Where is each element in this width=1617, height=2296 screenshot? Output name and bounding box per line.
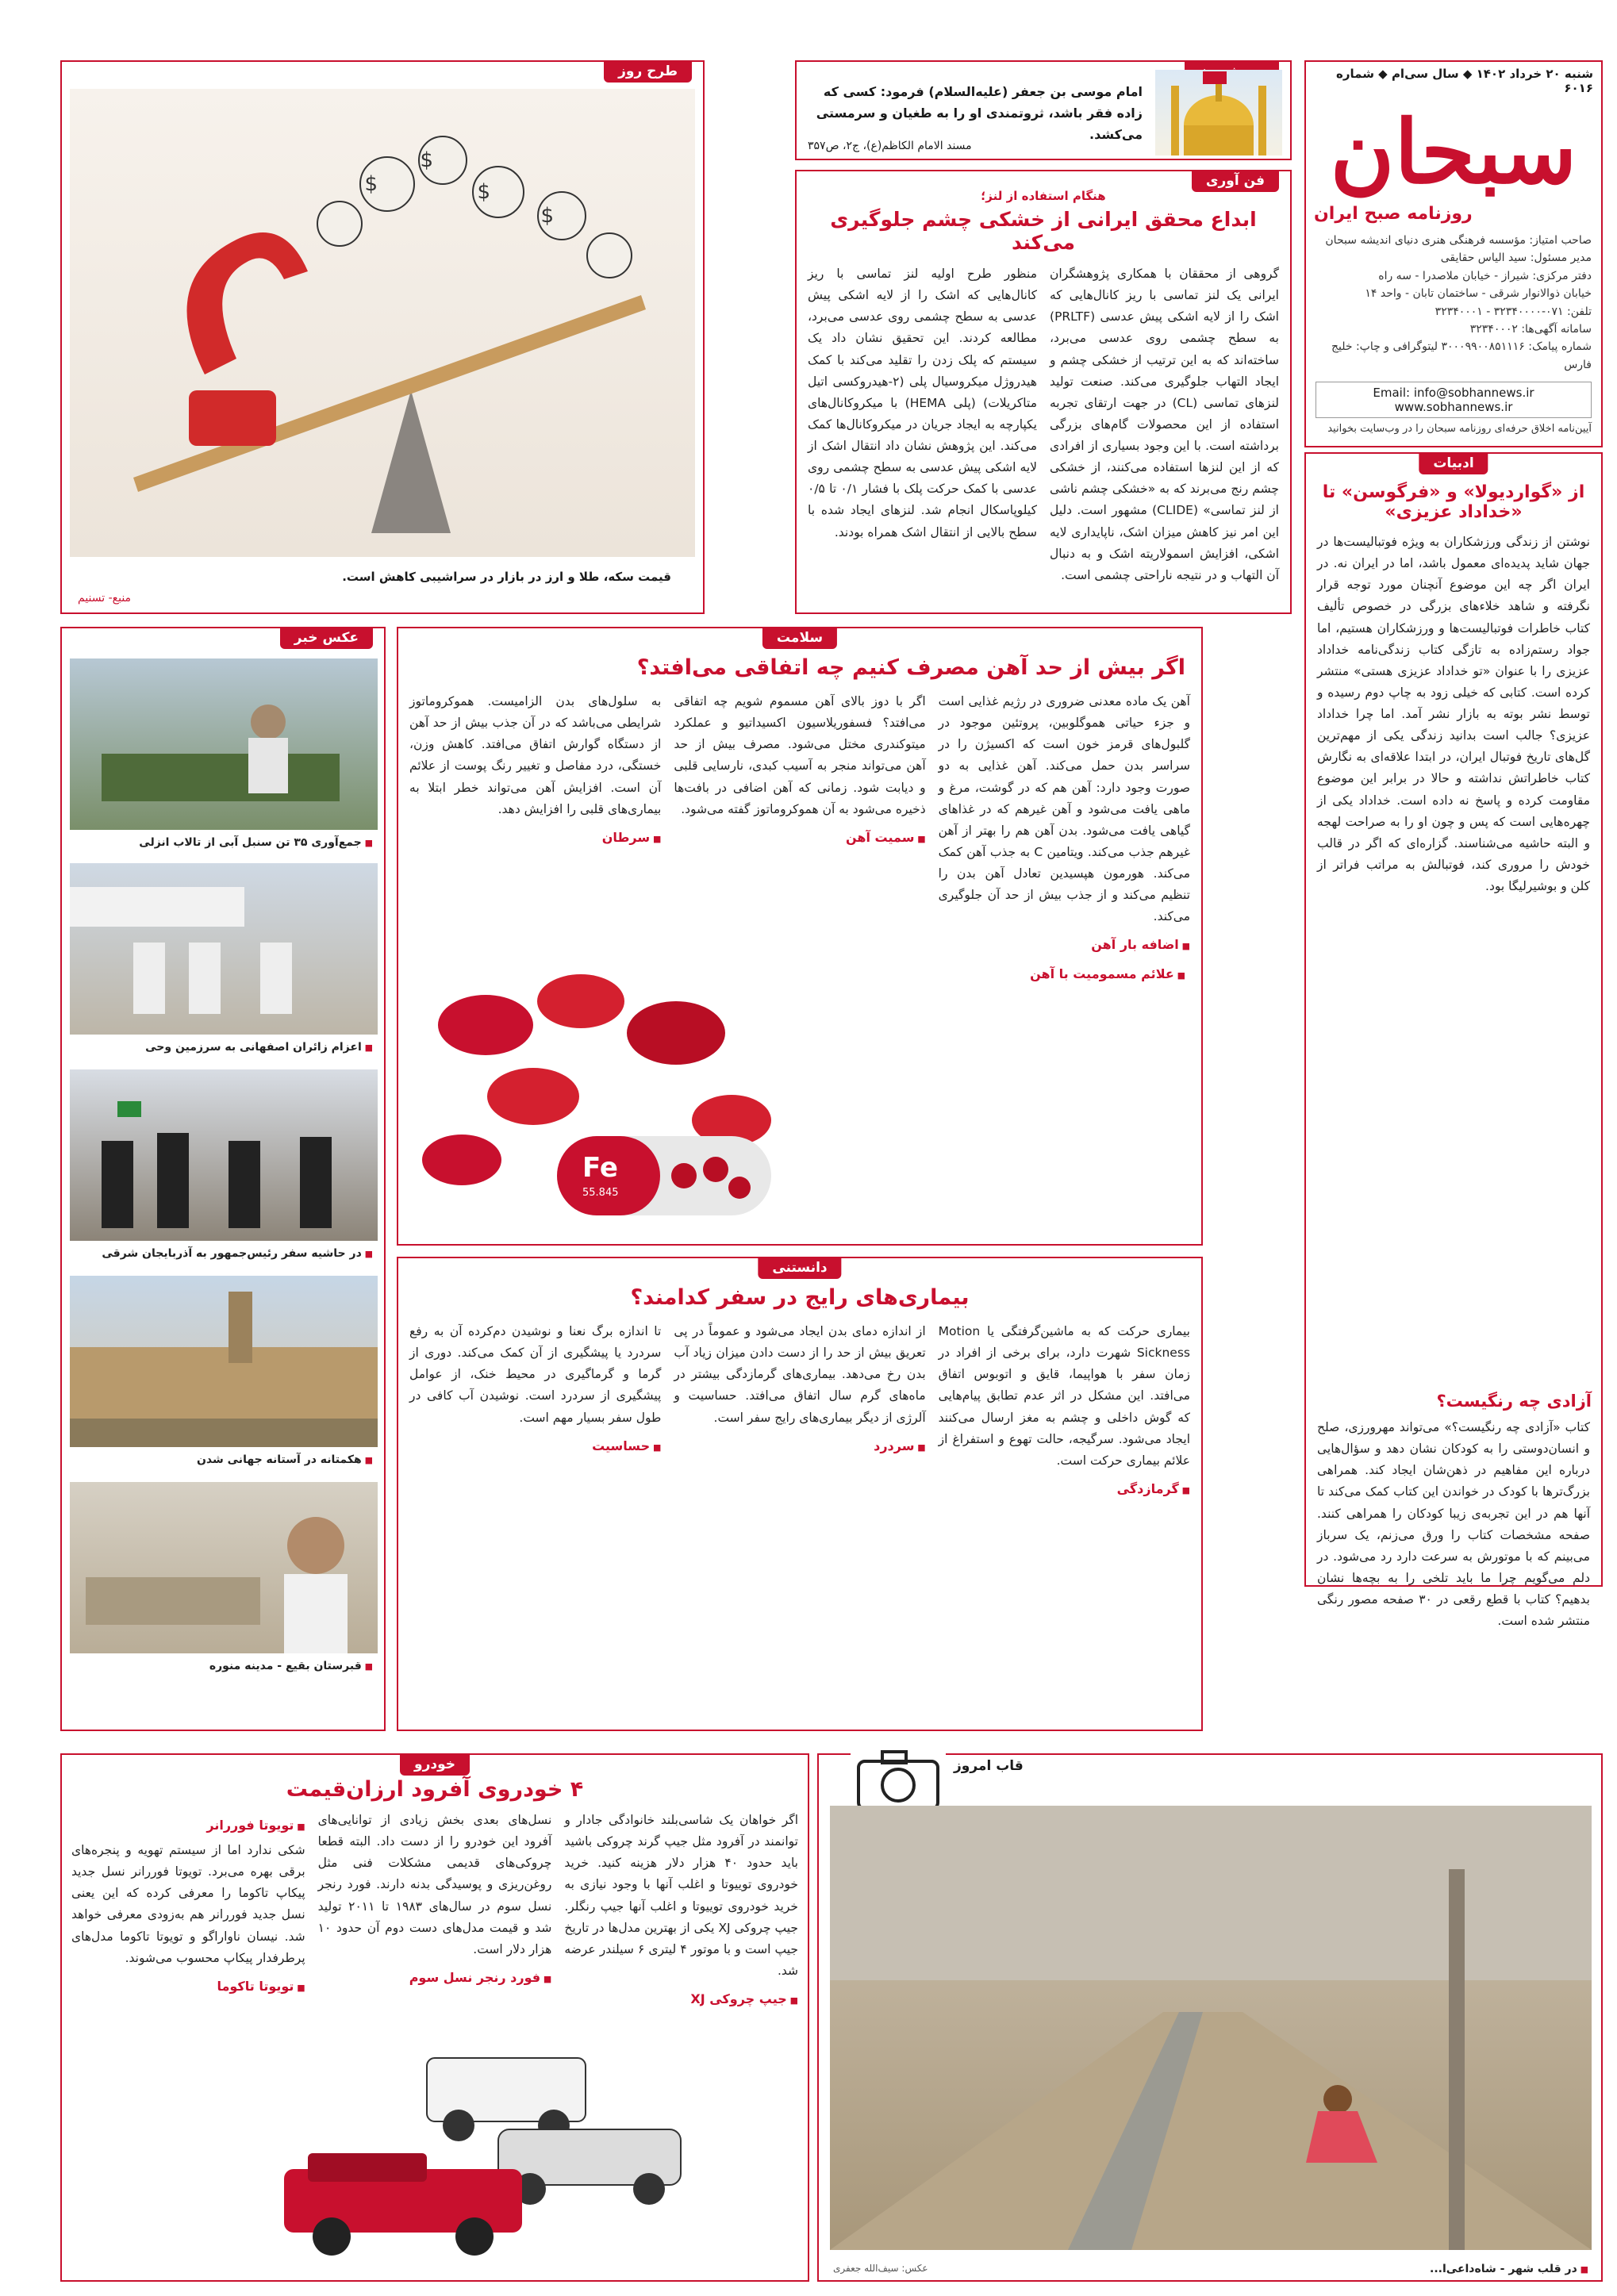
cars-title: ۴ خودروی آفرود ارزان‌قیمت [286,1777,584,1802]
photo-hegmataneh [70,1276,378,1447]
iron-article [397,627,1203,1246]
photo-caption: ■ در حاشیه سفر رئیس‌جمهور به آذربایجان شرقی [102,1247,373,1260]
travel-col-1 [939,1321,1190,1694]
iron-image [414,962,787,1231]
iron-sub: ■ اضافه بار آهن [939,934,1190,956]
info-line: مدیر مسئول: سید الیاس حقایقی [1440,251,1592,265]
hadith-box [795,60,1292,160]
tech-col-right: گروهی از محققان با همکاری پژوهشگران ایرانی یک لنز تماسی با ریز کانال‌هایی که اشک را از لایه اشکی پیش عدسی (PRLTF) به سطح چشمی روی عدسی می‌برد، ساخته‌اند که به این ترتیب از خشکی چشم و ایجاد التهاب جلوگیری می‌کند. صنعت تولید لنزهای تماسی (CL) در جهت ارتقای تجربه استفاده از این محصولات گام‌های بزرگی برداشته است. با این وجود بسیاری از افرادی که از این لنزها استفاده می‌کنند، از خشکی چشم رنج می‌برند که به «خشکی چشم ناشی از لنز تماسی» (CLIDE) مشهور است. دلیل این امر نیز کاهش میزان اشک، ناپایداری لایه اشکی، افزایش اسمولاریته اشک و به دنبال آن التهاب و در نتیجه ناراحتی چشمی است. [1050,267,1279,582]
cars-tag: خودرو [400,1753,470,1776]
photo-today [817,1753,1603,2282]
hadith-text: امام موسی بن جعفر (علیه‌السلام) فرمود: کسی که زاده فقر باشد، ثروتمندی او را به طغیان و سرمستی می‌کشد. [816,84,1143,143]
travel-col-3-text: تا اندازه برگ نعنا و نوشیدن دم‌کرده آن به رفع سردرد یا پیشگیری از آن کمک می‌کند. دوری از گرما و گرماگیری در محیط خنک، از عوامل پیشگیری از سردرد است. نوشیدن آب کافی در طول سفر بسیار مهم است. [409,1324,662,1425]
info-line: شماره پیامک: ۳۰۰۰۹۹۰۰۸۵۱۱۱۶ لیتوگرافی و چاپ: خلیج فارس [1331,340,1592,371]
cartoon-box [60,60,705,614]
cars-col-3-text: شکی ندارد اما از سیستم تهویه و پنجره‌های برقی بهره می‌برد. تویوتا فوررانر نسل جدید پیکاپ تاکوما را معرفی کرده که این یعنی نسل جدید فوررانر هم به‌زودی معرفی خواهد شد. نیسان ناواراگو و تویوتا تاکوما مدل‌های پرطرفدار پیکاپ محسوب می‌شوند. [71,1843,305,1965]
cartoon-image [70,89,695,557]
iron-col-2-text: اگر با دوز بالای آهن مسموم شویم چه اتفاقی می‌افتد؟ فسفوریلاسیون اکسیداتیو و عملکرد میتوکندری مختل می‌شود. مصرف بیش از حد آهن می‌تواند منجر به آسیب کبدی، نارسایی قلبی و دیابت شود. زمانی که آهن اضافی در بافت‌ها ذخیره می‌شود به آن هموکروماتوز گفته می‌شود. [674,694,926,816]
iron-col-2 [674,691,925,953]
cars-col-2-text: نسل‌های بعدی بخش زیادی از توانایی‌های آفرود این خودرو را از دست داد. البته قطعا چروکی‌های قدیمی مشکلات فنی مثل روغن‌ریزی و پوسیدگی بدنه دارند. فورد رنجر نسل سوم در سال‌های ۱۹۸۳ تا ۲۰۱۱ تولید شد و قیمت مدل‌های دست دوم آن حدود ۱۰ هزار دلار است. [317,1813,552,1956]
literature-subtitle: آزادی چه رنگیست؟ [1436,1392,1592,1411]
photo-caption: ■ هکمتانه در آستانه جهانی شدن [197,1453,373,1466]
logo-small: روزنامه صبح ایران [1314,204,1473,224]
issue-line: شنبه ۲۰ خرداد ۱۴۰۲ ◆ سال سی‌ام ◆ شماره ۶۰۱۶ [1336,67,1593,95]
travel-col-3 [409,1321,661,1694]
travel-col-1-text: بیماری حرکت که به ماشین‌گرفتگی یا Motion Sickness شهرت دارد، برای برخی از افراد در زمان سفر با هواپیما، قایق و اتوبوس اتفاق می‌افتد. این مشکل در اثر عدم تطابق پیام‌هایی که گوش داخلی و چشم به مغز ارسال می‌کنند ایجاد می‌شود. سرگیجه، حالت تهوع و استفراغ از علائم بیماری حرکت است. [938,1324,1190,1468]
iron-col-3 [409,691,661,953]
cars-sub: ■ فورد رنجر نسل سوم [318,1967,552,1989]
iron-sub: ■ سرطان [409,827,661,849]
travel-sub: ■ سردرد [674,1435,925,1457]
tech-kicker: هنگام استفاده از لنز؛ [981,189,1106,203]
tech-article [795,170,1292,614]
travel-sub: ■ گرمازدگی [939,1478,1190,1500]
photo-azarbaijan [70,1069,378,1241]
masthead-info [1306,228,1601,377]
iron-columns [398,691,1201,953]
iron-sub: ■ سمیت آهن [674,827,925,849]
travel-title: بیماری‌های رایج در سفر کدامند؟ [630,1285,970,1310]
cars-col-1-text: اگر خواهان یک شاسی‌بلند خانوادگی جادار و توانمند در آفرود مثل جیپ گرند چروکی باشید باید حدود ۴۰ هزار دلار هزینه کنید. خرید خودروی توییوتا و اغلب آنها با وجود نیازی به خرید خودروی توییوتا و اغلب آنها جیپ رنگلر. جیپ چروکی XJ یکی از بهترین مدل‌ها در تاریخ جیپ است و با موتور ۴ لیتری ۶ سیلندر عرضه شد. [564,1813,798,1978]
photo-caption: ■ جمع‌آوری ۳۵ تن سنبل آبی از تالاب انزلی [139,836,373,849]
photo-today-credit: عکس: سیف‌الله جعفری [833,2263,928,2274]
shrine-image [1155,70,1282,155]
photo-news-tag: عکس خبر [280,627,373,649]
cartoon-tag: طرح روز [604,60,692,83]
info-line: تلفن: ۰۷۱-۳۲۳۴۰۰۰۰ - ۳۲۳۴۰۰۰۱ [1435,305,1592,318]
info-line: خیابان ذوالانوار شرقی - ساختمان تابان - واحد ۱۴ [1365,287,1592,301]
cars-col-2 [318,1810,552,2064]
info-line: صاحب امتیاز: مؤسسه فرهنگی هنری دنیای اندیشه سبحان [1325,234,1592,247]
iron-title: اگر بیش از حد آهن مصرف کنیم چه اتفاقی می‌افتد؟ [636,655,1185,680]
photo-news [60,627,386,1731]
info-line: دفتر مرکزی: شیراز - خیابان ملاصدرا - سه راه [1378,269,1592,282]
iron-col-1-text: آهن یک ماده معدنی ضروری در رژیم غذایی است و جزء حیاتی هموگلوبین، پروتئین موجود در گلبول‌های قرمز خون است که اکسیژن را در سراسر بدن حمل می‌کند. آهن غذایی به دو صورت وجود دارد: آهن هم که در گوشت، مرغ و ماهی یافت می‌شود و آهن غیرهم که در غذاهای گیاهی یافت می‌شود. بدن آهن هم را بهتر از آهن غیرهم جذب می‌کند. ویتامین C به جذب آهن کمک می‌کند. هورمون هپسیدین تعادل آهن بدن را تنظیم می‌کند و از جذب بیش از حد آن جلوگیری می‌کند. [938,694,1190,924]
cars-sub: ■ تویوتا تاکوما [71,1975,305,1998]
notice-line: آیین‌نامه اخلاق حرفه‌ای روزنامه سبحان را در وب‌سایت بخوانید [1327,423,1592,436]
photo-hajj [70,863,378,1035]
cartoon-credit: منبع- تسنیم [78,592,132,605]
literature-sub-body: کتاب «آزادی چه رنگیست؟» می‌تواند مهرورزی، صلح و انسان‌دوستی را به کودکان نشان دهد و سؤال‌هایی درباره این مفاهیم در ذهن‌شان ایجاد کند. همراهی بزرگ‌ترها با کودک در خواندن این کتاب کمک می‌کند تا آنها هم در این تجربه‌ی زیبا کودکان را همراهی کنند. صفحه مشخصات کتاب را ورق می‌زنم، یک سرباز می‌بینم که با موتورش به سرعت دارد رد می‌شود. در دلم می‌گویم چرا ما باید تلخی را به بچه‌ها نشان بدهیم؟ کتاب با قطع رقعی در ۳۰ صفحه مصور رنگی منتشر شده است. [1317,1420,1590,1629]
literature-title: از «گواردیولا» و «فرگوسن» تا «خداداد عزیزی» [1322,482,1585,522]
literature-tag: ادبیات [1419,452,1488,474]
travel-columns [398,1321,1201,1694]
travel-article [397,1257,1203,1731]
photo-today-tag: قاب امروز [954,1758,1024,1774]
cars-col-1 [564,1810,798,2064]
hadith-source: مسند الامام الکاظم(ع)، ج۲، ص۳۵۷ [808,140,972,152]
travel-sub: ■ حساسیت [409,1435,661,1457]
photo-today-image [830,1806,1592,2250]
svg-text:$: $ [420,148,433,172]
iron-tag: سلامت [762,627,837,649]
iron-col-3-text: به سلول‌های بدن الزامیست. هموکروماتوز شرایطی می‌باشد که در آن جذب بیش از حد آهن از دستگاه گوارش اتفاق می‌افتد. کاهش وزن، خستگی، درد مفاصل و تغییر رنگ پوست از علائم آن است. افزایش آهن می‌تواند خطر ابتلا به بیماری‌های قلبی را افزایش دهد. [409,694,662,816]
fe-label: Fe [582,1152,618,1184]
tech-tag: فن آوری [1192,170,1279,192]
masthead [1304,60,1603,447]
cars-image [268,2034,712,2264]
fe-sublabel: 55.845 [582,1187,619,1199]
travel-tag: دانستنی [758,1257,841,1279]
logo-big: سبحان [1330,101,1577,203]
travel-col-2-text: از اندازه دمای بدن ایجاد می‌شود و عموماً در پی تعریق بیش از حد را از دست دادن میزان زیاد آب بدن رخ می‌دهد. بیماری‌های گرمازدگی بیشتر در ماه‌های گرم سال اتفاق می‌افتد. حساسیت و آلرژی از دیگر بیماری‌های رایج سفر است. [674,1324,926,1425]
tech-columns [797,263,1290,612]
literature-article [1304,452,1603,1629]
svg-text:$: $ [540,204,554,228]
cars-article [60,1753,809,2282]
cars-col-3 [71,1810,305,2064]
cars-columns [62,1810,808,2064]
photo-caption: ■ قبرستان بقیع - مدینه منوره [209,1660,373,1672]
photo-baqi [70,1482,378,1653]
email-line[interactable]: Email: info@sobhannews.ir www.sobhannews.ir [1315,382,1592,418]
tech-col-left: منظور طرح اولیه لنز تماسی با ریز کانال‌هایی که اشک را از لایه اشکی پیش عدسی به سطح چشمی روی عدسی می‌برد، مطالعه کردند. این تحقیق نشان داد یک سیستم که پلک زدن را تقلید می‌کند با کمک هیدروژل میکروسیال پلی (۲-هیدروکسی اتیل متاکریلات) (پلی HEMA) با میکروکانال‌های یکپارچه به ایجاد جریان در میکروکانال‌ها کمک می‌کند. این پژوهش نشان داد انتقال اشک از لایه اشکی پیش عدسی به سطح چشمی روی عدسی با کمک حرکت پلک با فشار ۰/۱ تا ۰/۵ کیلوپاسکال انجام شد. لنزهای ایجاد شده با سطح بالایی از انتقال اشک همراه بودند. [808,267,1038,539]
logo [1314,101,1593,224]
cars-sub: ■ تویوتا فوررانر [71,1814,305,1837]
tech-title: ابداع محقق ایرانی از خشکی چشم جلوگیری می‌کند [830,208,1257,254]
info-line: سامانه آگهی‌ها: ۳۲۳۴۰۰۰۲ [1469,322,1592,336]
iron-sub: ■ علائم مسمومیت با آهن [1030,966,1185,981]
cars-sub: ■ جیپ چروکی XJ [564,1988,798,2010]
photo-caption: ■ اعزام زائران اصفهانی به سرزمین وحی [145,1041,373,1054]
svg-text:$: $ [364,172,378,196]
literature-body: نوشتن از زندگی ورزشکاران به ویژه فوتبالیست‌ها در جهان شاید پدیده‌ای معمول باشد، اما در ایران نه. در ایران اگر چه این موضوع آنچنان مورد توجه قرار نگرفته و شاهد خلاء‌های بزرگی در خصوص تألیف کتاب خاطرات فوتبالیست‌ها و ورزشکاران هستیم، اما جواد رستم‌زاده به تازگی کتاب زندگی‌نامه خداداد عزیزی را با عنوان «تو خداداد عزیزی هستی» منتشر کرده است. کتابی که خیلی زود به چاپ دوم رسیده و توسط نشر بوته به بازار نشر آمد. اما چرا خداداد عزیزی؟ جالب است بدانید زندگی یکی از مهم‌ترین گل‌های تاریخ فوتبال ایران، در ابتدا علاقه‌ای به نگارش کتاب خاطراتش نداشته و حالا در برابر این موضوع مقاومت کرده و پاسخ نه داده است. خداداد یکی از چهره‌هایی است که پس و چون او را به صراحت لهجه و البته حاشیه می‌شناسند. گزاره‌ای که اگر در قالب خودش را مروری کند، فوتبالش به مراتب فراتر از کلن و بوشیرلیگا بود. [1317,535,1590,893]
photo-anzali [70,658,378,830]
iron-col-1 [939,691,1190,953]
svg-text:$: $ [477,180,490,204]
photo-today-caption: ■ در قلب شهر - شاه‌داعی‌ا... [1430,2263,1588,2275]
camera-icon [851,1744,946,1815]
cartoon-caption: قیمت سکه، طلا و ارز در بازار در سراشیبی کاهش است. [342,570,671,584]
travel-col-2 [674,1321,925,1694]
